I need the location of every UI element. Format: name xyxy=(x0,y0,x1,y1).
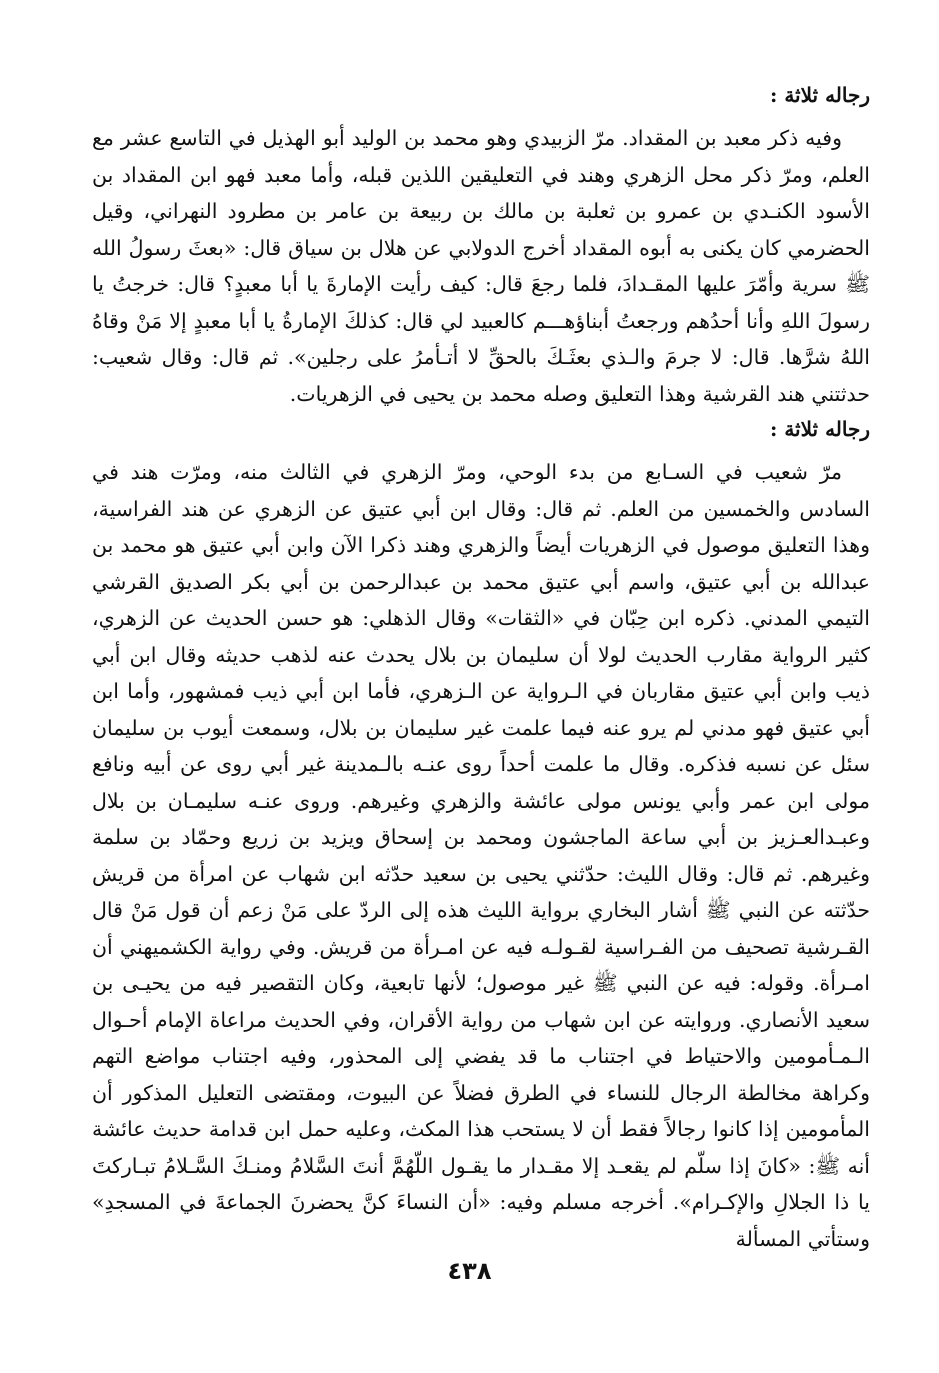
section-body-1: وفيه ذكر معبد بن المقداد. مرّ الزبيدي وهو محمد بن الوليد أبو الهذيل في التاسع عشر مع العلم، ومرّ ذكر محل الزهري وهند في التعليقين اللذين قبله، وأما معبد فهو ابن المقداد بن الأسود الكنـدي بن عمرو بن ثعلبة بن مالك بن ربيعة بن عامر بن مطرود النهراني، وقيل الحضرمي كان يكنى به أبوه المقداد أخرج الدولابي عن هلال بن سياق قال: «بعثَ رسولُ الله ﷺ سرية وأمّرَ عليها المقـدادَ، فلما رجعَ قال: كيف رأيت الإمارةَ يا أبا معبدٍ؟ قال: خرجتُ يا رسولَ اللهِ وأنا أحدُهم ورجعتُ أبناؤهـــم كالعبيد لي قال: كذلكَ الإمارةُ يا أبا معبدٍ إلا مَنْ وقاهُ اللهُ شرَّها. قال: لا جرمَ والـذي بعثَـكَ بالحقِّ لا أتـأمرُ على رجلين». ثم قال: وقال شعيب: حدثتني هند القرشية وهذا التعليق وصله محمد بن يحيى في الزهريات. xyxy=(92,126,870,406)
section-heading-1: رجاله ثلاثة : xyxy=(769,83,870,107)
section-body-2: مرّ شعيب في السـابع من بدء الوحي، ومرّ الزهري في الثالث منه، ومرّت هند في السادس والخمسين من العلم. ثم قال: وقال ابن أبي عتيق عن الزهري عن هند الفراسية، وهذا التعليق موصول في الزهريات أيضاً والزهري وهند ذكرا الآن وابن أبي عتيق هو محمد بن عبدالله بن أبي عتيق، واسم أبي عتيق محمد بن عبدالرحمن بن أبي بكر الصديق القرشي التيمي المدني. ذكره ابن حِبّان في «الثقات» وقال الذهلي: هو حسن الحديث عن الزهري، كثير الرواية مقارب الحديث لولا أن سليمان بن بلال يحدث عنه لذهب حديثه وقال ابن أبي ذيب وابن أبي عتيق مقاربان في الـرواية عن الـزهري، فأما ابن أبي ذيب فمشهور، وأما ابن أبي عتيق فهو مدني لم يرو عنه فيما علمت غير سليمان بن بلال، وسمعت أيوب بن سليمان سئل عن نسبه فذكره. وقال ما علمت أحداً روى عنـه بالـمدينة غير أبي روى عن أبيه ونافع مولى ابن عمر وأبي يونس مولى عائشة والزهري وغيرهم. وروى عنـه سليمـان بن بلال وعبـدالعـزيز بن أبي ساعة الماجشون ومحمد بن إسحاق ويزيد بن زريع وحمّاد بن سلمة وغيرهم. ثم قال: وقال الليث: حدّثني يحيى بن سعيد حدّثه ابن شهاب عن امرأة من قريش حدّثته عن النبي ﷺ أشار البخاري برواية الليث هذه إلى الردّ على مَنْ زعم أن قول مَنْ قال القـرشية تصحيف من الفـراسية لقـولـه فيه عن امـرأة من قريش. وفي رواية الكشميهني أن امـرأة. وقوله: فيه عن النبي ﷺ غير موصول؛ لأنها تابعية، وكان التقصير فيه من يحيـى بن سعيد الأنصاري. وروايته عن ابن شهاب من رواية الأقران، وفي الحديث مراعاة الإمام أحـوال الـمـأمومين والاحتياط في اجتناب ما قد يفضي إلى المحذور، وفيه اجتناب مواضع التهم وكراهة مخالطة الرجال للنساء في الطرق فضلاً عن البيوت، ومقتضى التعليل المذكور أن المأمومين إذا كانوا رجالاً فقط أن لا يستحب هذا المكث، وعليه حمل ابن قدامة حديث عائشة أنه ﷺ: «كانَ إذا سلّم لم يقعـد إلا مقـدار ما يقـول اللّهُمَّ أنتَ السَّلامُ ومنـكَ السَّـلامُ تبـاركتَ يا ذا الجلالِ والإكـرام». أخرجه مسلم وفيه: «أن النساءَ كنَّ يحضرنَ الجماعةَ في المسجدِ» وستأتي المسألة xyxy=(92,460,870,1251)
page-number: ٤٣٨ xyxy=(447,1257,492,1285)
page-content xyxy=(92,78,870,1257)
section-heading-2: رجاله ثلاثة : xyxy=(769,417,870,441)
